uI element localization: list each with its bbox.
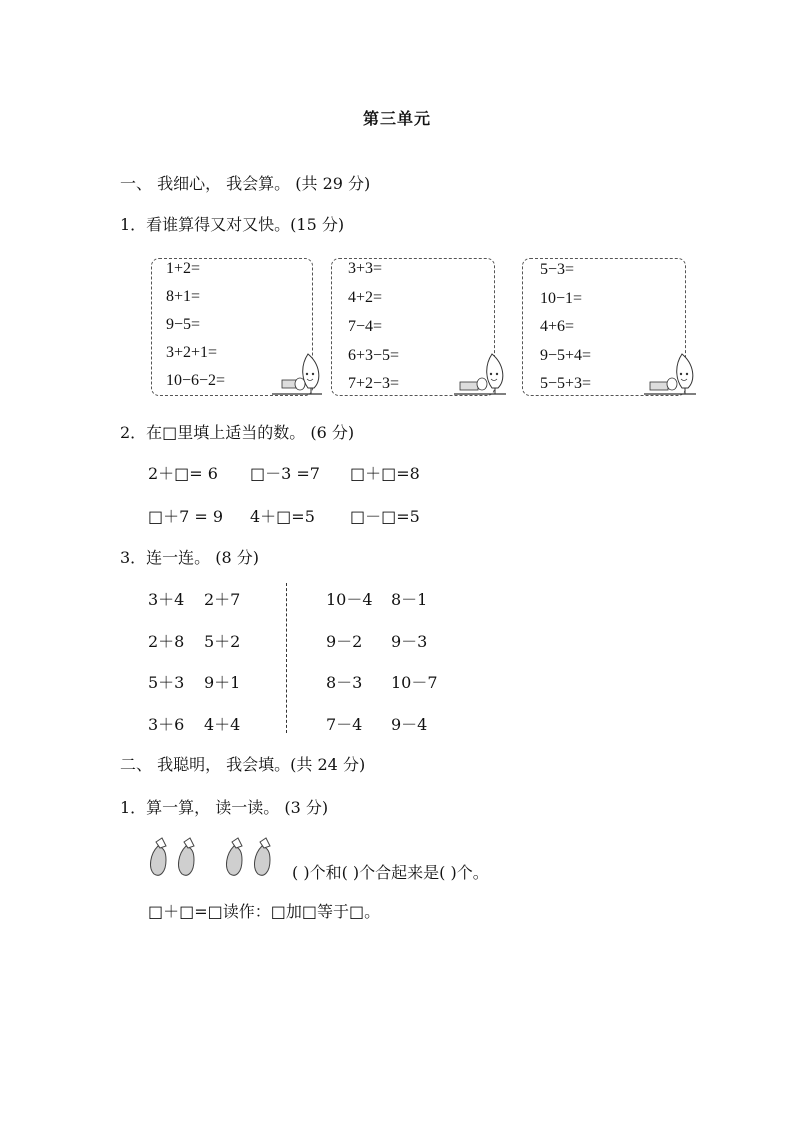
formula-blanks: □＋□=□读作：□加□等于□。 — [148, 902, 381, 921]
match-left-item: 5＋2 — [204, 632, 241, 651]
q2-label: 2．在□里填上适当的数。 (6 分) — [120, 423, 355, 442]
pencil-tree-illustration-1 — [268, 350, 324, 398]
match-right-item: 8－3 — [326, 673, 363, 692]
calc-item: 7−4= — [348, 318, 383, 335]
calc-item: 5−5+3= — [540, 375, 592, 392]
match-left-item: 3＋4 — [148, 590, 185, 609]
calc-item: 9−5= — [166, 316, 201, 333]
page-title: 第三单元 — [362, 109, 431, 128]
calc-item: 8+1= — [166, 288, 201, 305]
q1-label: 1．看谁算得又对又快。(15 分) — [120, 215, 345, 234]
match-right-item: 10－4 — [326, 590, 373, 609]
calc-item: 10−1= — [540, 290, 583, 307]
q3-label: 3．连一连。 (8 分) — [120, 548, 260, 567]
fill-blank-item: □－3 =7 — [250, 464, 320, 483]
matching-divider — [286, 583, 287, 733]
match-left-item: 2＋7 — [204, 590, 241, 609]
calc-item: 10−6−2= — [166, 372, 226, 389]
s2-q1-label: 1．算一算， 读一读。 (3 分) — [120, 798, 329, 817]
section2-heading: 二、 我聪明， 我会填。(共 24 分) — [120, 755, 366, 774]
fill-blank-item: □＋7 = 9 — [148, 507, 224, 526]
match-right-item: 9－4 — [391, 715, 428, 734]
fill-blank-item: □＋□=8 — [350, 464, 420, 483]
fill-blank-item: 2＋□= 6 — [148, 464, 218, 483]
calc-item: 9−5+4= — [540, 347, 592, 364]
section1-heading: 一、 我细心， 我会算。 (共 29 分) — [120, 174, 371, 193]
sentence-blanks: ( )个和( )个合起来是( )个。 — [292, 863, 489, 882]
calc-item: 7+2−3= — [348, 375, 400, 392]
pencil-tree-illustration-3 — [642, 350, 698, 398]
calc-item: 3+2+1= — [166, 344, 218, 361]
calc-item: 4+6= — [540, 318, 575, 335]
match-right-item: 7－4 — [326, 715, 363, 734]
match-right-item: 9－3 — [391, 632, 428, 651]
calc-item: 3+3= — [348, 260, 383, 277]
match-right-item: 10－7 — [391, 673, 438, 692]
match-right-item: 8－1 — [391, 590, 428, 609]
calc-item: 4+2= — [348, 289, 383, 306]
match-left-item: 9＋1 — [204, 673, 241, 692]
fill-blank-item: □－□=5 — [350, 507, 420, 526]
calc-item: 5−3= — [540, 261, 575, 278]
calc-item: 1+2= — [166, 260, 201, 277]
match-left-item: 5＋3 — [148, 673, 185, 692]
match-left-item: 2＋8 — [148, 632, 185, 651]
pencil-tree-illustration-2 — [452, 350, 508, 398]
fill-blank-item: 4＋□=5 — [250, 507, 315, 526]
match-left-item: 4＋4 — [204, 715, 241, 734]
calc-item: 6+3−5= — [348, 347, 400, 364]
eggplant-illustration — [146, 828, 286, 878]
match-right-item: 9－2 — [326, 632, 363, 651]
match-left-item: 3＋6 — [148, 715, 185, 734]
